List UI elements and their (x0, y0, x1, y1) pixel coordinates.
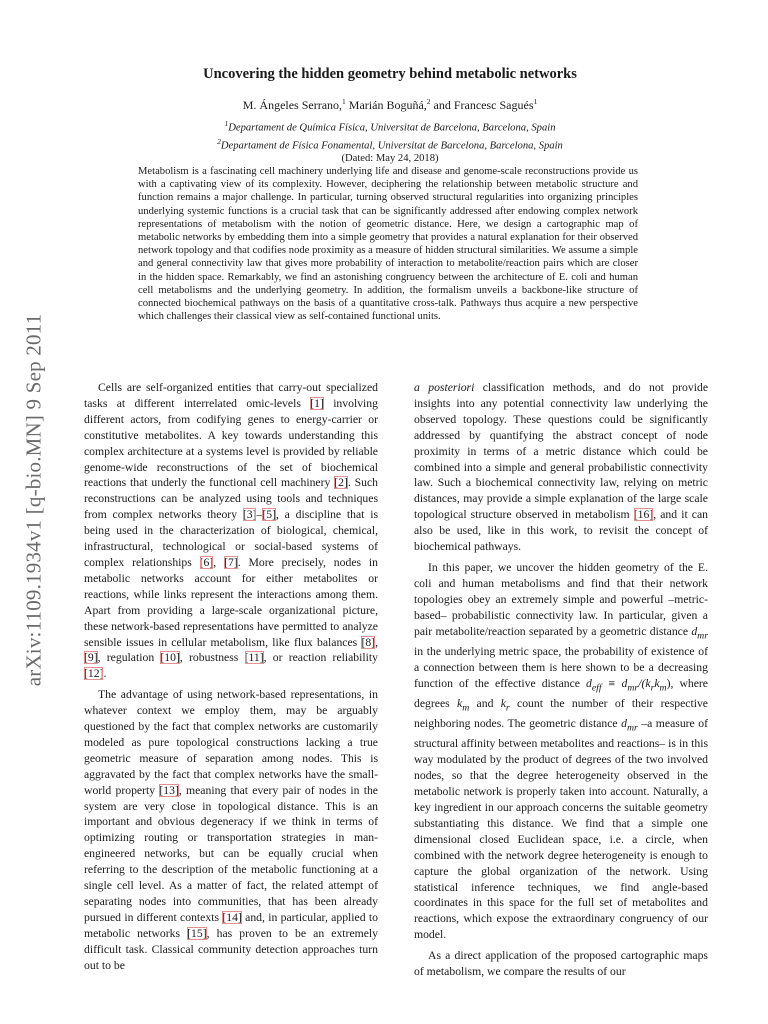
left-paragraph-2: The advantage of using network-based representations, in whatever context we employ them, may be arguably questioned by the fact that complex networks are customarily modeled as pure topological constructions lacking a true geometric measure of separation among nodes. This is aggravated by the fact that complex networks have the small-world property [13], meaning that every pair of nodes in the system are very close in topological distance. This is an important and obvious degeneracy if we think in terms of optimizing routing or transportation strategies in man-engineered networks, but can be equally crucial when referring to the description of the metabolic functioning at a single cell level. As a matter of fact, the related attempt of separating nodes into communities, that has been already pursued in different contexts [14] and, in particular, applied to metabolic networks [15], has proven to be an extremely difficult task. Classical community detection approaches turn out to be (84, 688, 378, 972)
citation-link[interactable]: [5] (262, 508, 276, 522)
arxiv-sidebar (4, 260, 64, 740)
citation-link[interactable]: [2] (334, 476, 348, 490)
author-2: Marián Boguñá, (345, 98, 427, 112)
citation-link[interactable]: [14] (222, 910, 242, 924)
right-paragraph-2: In this paper, we uncover the hidden geometry of the E. coli and human metabolisms and find that their network topologies obey an extremely simple and powerful –metric-based– probabilistic connectivity law. In particular, given a pair metabolite/reaction separated by a geometric distance $d_{mr}$ in the underlying metric space, the probability of existence of a connection between them is here shown to be a decreasing function of the effective distance $d_{eff} \equiv d_{mr}/(k_rk_m)$, where degrees $k_m$ and $k_r$ count the number of their respective neighboring nodes. The geometric distance $d_{mr}$ –a measure of structural affinity between metabolites and reactions– is in this way modulated by the product of degrees of the two involved nodes, so that the degree heterogeneity observed in the metabolic network is properly taken into account. Naturally, a key ingredient in our approach concerns the suitable geometry substantiating this distance. We find that a simple one dimensional closed Euclidean space, i.e. a circle, when combined with the network degree heterogeneity is enough to capture the global organization of the network. Using statistical inference techniques, we find angle-based coordinates in this space for the full set of metabolites and reactions, which expose the extraordinary congruency of our model. (414, 560, 708, 942)
paper-header (130, 66, 650, 164)
citation-link[interactable]: [13] (159, 783, 179, 797)
author-list (130, 97, 650, 113)
citation-link[interactable]: [15] (187, 926, 207, 940)
citation-link[interactable]: [8] (361, 635, 376, 649)
affiliation-2: $^2$Departament de Física Fonamental, Universitat de Barcelona, Barcelona, Spain (217, 136, 563, 152)
author-3: and Francesc Sagués (430, 98, 534, 112)
left-column (84, 380, 379, 972)
author-2-affil: 2 (426, 97, 431, 106)
author-1: M. Ángeles Serrano, (242, 98, 343, 112)
right-column (414, 380, 709, 979)
abstract: Metabolism is a fascinating cell machinery underlying life and disease and genome-scale reconstructions provide us with a captivating view of its complexity. However, deciphering the relationship between metabolic structure and function remains a major challenge. In particular, turning observed structural regularities into organizing principles underlying systemic functions is a crucial task that can be significantly addressed after endowing complex network representations of metabolism with the notion of geometric distance. Here, we design a cartographic map of metabolic networks by embedding them into a simple geometry that provides a natural explanation for their observed network topology and that codifies node proximity as a measure of hidden structural similarities. We assume a simple and general connectivity law that gives more probability of interaction to metabolite/reaction pairs which are closer in the hidden space. Remarkably, we find an astonishing congruency between the architecture of E. coli and human cell metabolisms and the underlying geometry. In addition, the formalism unveils a backbone-like structure of connected biochemical pathways on the basis of a quantitative cross-talk. Pathways thus acquire a new perspective which challenges their classical view as self-contained functional units. (138, 166, 638, 323)
citation-link[interactable]: [12] (84, 667, 104, 681)
citation-link[interactable]: [11] (244, 651, 264, 665)
paper-title: Uncovering the hidden geometry behind metabolic networks (203, 66, 577, 82)
author-3-affil: 1 (533, 97, 538, 106)
citation-link[interactable]: [9] (84, 651, 98, 665)
left-paragraph-1: Cells are self-organized entities that carry-out specialized tasks at different interrelated omic-levels [1] involving different actors, from codifying genes to energy-carrier or constitutive metabolites. A key towards understanding this complex architecture at a systems level is provided by reliable genome-wide reconstructions of the set of biochemical reactions that underly the functional cell machinery [2]. Such reconstructions can be analyzed using tools and techniques from complex networks theory [3]–[5], a discipline that is being used in the characterization of biological, chemical, infrastructural, technological or social-based systems of complex relationships [6], [7]. More precisely, nodes in metabolic networks account for either metabolites or reactions, while links represent the interactions among them. Apart from providing a large-scale organizational picture, these network-based representations have permitted to analyze sensible issues in cellular metabolism, like flux balances [8], [9], regulation [10], robustness [11], or reaction reliability [12]. (84, 381, 379, 681)
citation-link[interactable]: [1] (310, 396, 324, 410)
date-line: (Dated: May 24, 2018) (341, 153, 439, 165)
author-1-affil: 1 (342, 97, 346, 106)
citation-link[interactable]: [16] (633, 508, 654, 522)
citation-link[interactable]: [6] (199, 555, 214, 569)
right-paragraph-3: As a direct application of the proposed cartographic maps of metabolism, we compare the results of our (414, 949, 708, 979)
citation-link[interactable]: [10] (160, 651, 180, 665)
arxiv-identifier: arXiv:1109.1934v1 [q-bio.MN] 9 Sep 2011 (21, 313, 46, 687)
affiliation-1: $^1$Departament de Química Física, Universitat de Barcelona, Barcelona, Spain (224, 119, 556, 134)
citation-link[interactable]: [3] (242, 508, 257, 522)
citation-link[interactable]: [7] (224, 555, 238, 569)
right-paragraph-1: a posteriori classification methods, and do not provide insights into any potential connectivity law underlying the observed topology. These questions could be significantly addressed by quantifying the abstract concept of node proximity in terms of a metric distance which could be combined into a simple and general probabilistic connectivity law. Such a biochemical connectivity law, relying on metric distances, may provide a simple explanation of the large scale topological structure observed in metabolism [16], and it can also be used, like in this work, to revisit the concept of biochemical pathways. (414, 381, 709, 554)
